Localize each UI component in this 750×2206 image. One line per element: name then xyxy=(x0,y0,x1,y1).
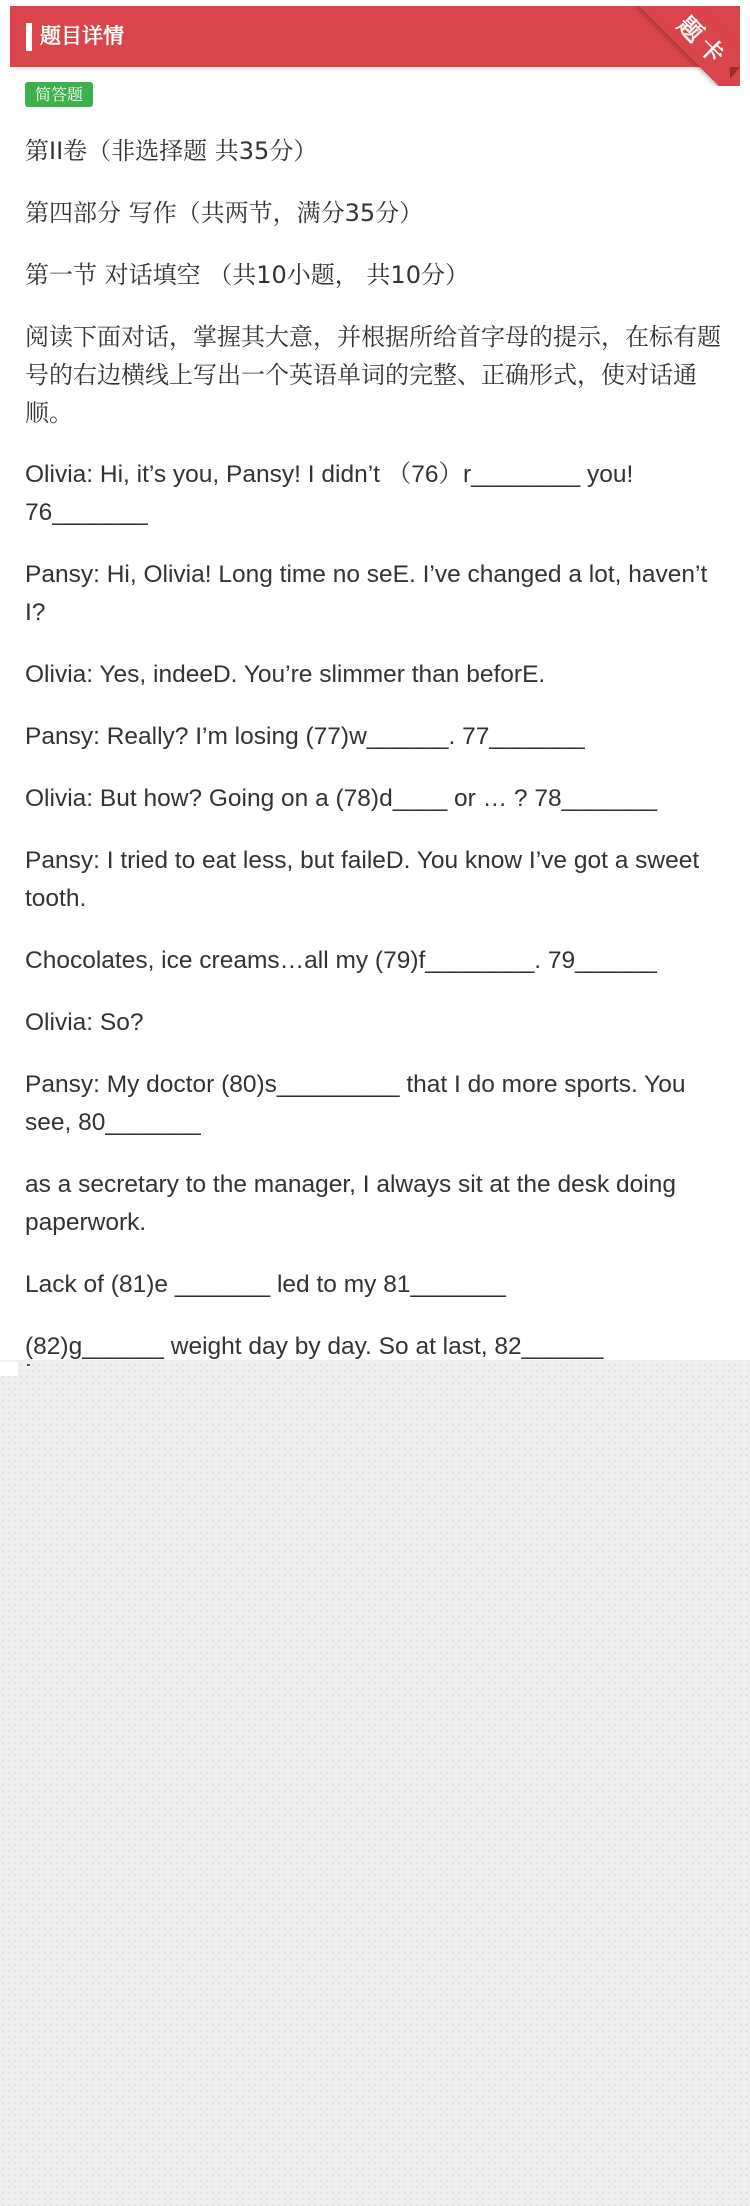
dialogue-line: Olivia: So? xyxy=(25,1009,144,1036)
dialogue-line: (82)g______ weight day by day. So at last, 82______ xyxy=(25,1333,604,1360)
section-title: 第II卷（非选择题 共35分） xyxy=(25,137,318,165)
dialogue-line: Chocolates, ice creams…all my (79)f________. 79______ xyxy=(25,947,657,974)
header-accent-bar xyxy=(26,23,32,51)
question-header xyxy=(10,6,740,86)
truncated-text-fragment xyxy=(27,1364,30,1366)
header-bar xyxy=(10,6,740,67)
dialogue-line: as a secretary to the manager, I always sit at the desk doing paperwork. xyxy=(25,1171,676,1236)
dialogue-line: Olivia: Yes, indeeD. You’re slimmer than beforE. xyxy=(25,661,546,688)
dialogue-line: Pansy: I tried to eat less, but faileD. You know I’ve got a sweet tooth. xyxy=(25,847,700,912)
header-title: 题目详情 xyxy=(40,24,124,48)
dialogue-line: Pansy: Really? I’m losing (77)w______. 77_______ xyxy=(25,723,585,750)
truncated-content-edge xyxy=(0,1362,18,1376)
dialogue-line: Pansy: Hi, Olivia! Long time no seE. I’ve changed a lot, haven’t I? xyxy=(25,561,708,626)
question-content xyxy=(25,132,731,1360)
ribbon-fold xyxy=(730,67,740,79)
subsection-title: 第一节 对话填空 （共10小题， 共10分） xyxy=(25,261,469,289)
instructions: 阅读下面对话，掌握其大意，并根据所给首字母的提示，在标有题号的右边横线上写出一个英语单词的完整、正确形式，使对话通顺。 xyxy=(25,323,721,427)
part-title: 第四部分 写作（共两节，满分35分） xyxy=(25,199,424,227)
dialogue-line: Lack of (81)e _______ led to my 81_______ xyxy=(25,1271,506,1298)
ribbon-label: 题卡 xyxy=(671,10,735,74)
question-type-badge: 简答题 xyxy=(25,82,93,107)
dialogue-line: Olivia: But how? Going on a (78)d____ or … ? 78_______ xyxy=(25,785,657,812)
dialogue-line: Olivia: Hi, it’s you, Pansy! I didn’t （76）r________ you! 76_______ xyxy=(25,461,634,526)
dialogue-line: Pansy: My doctor (80)s_________ that I do more sports. You see, 80_______ xyxy=(25,1071,686,1136)
